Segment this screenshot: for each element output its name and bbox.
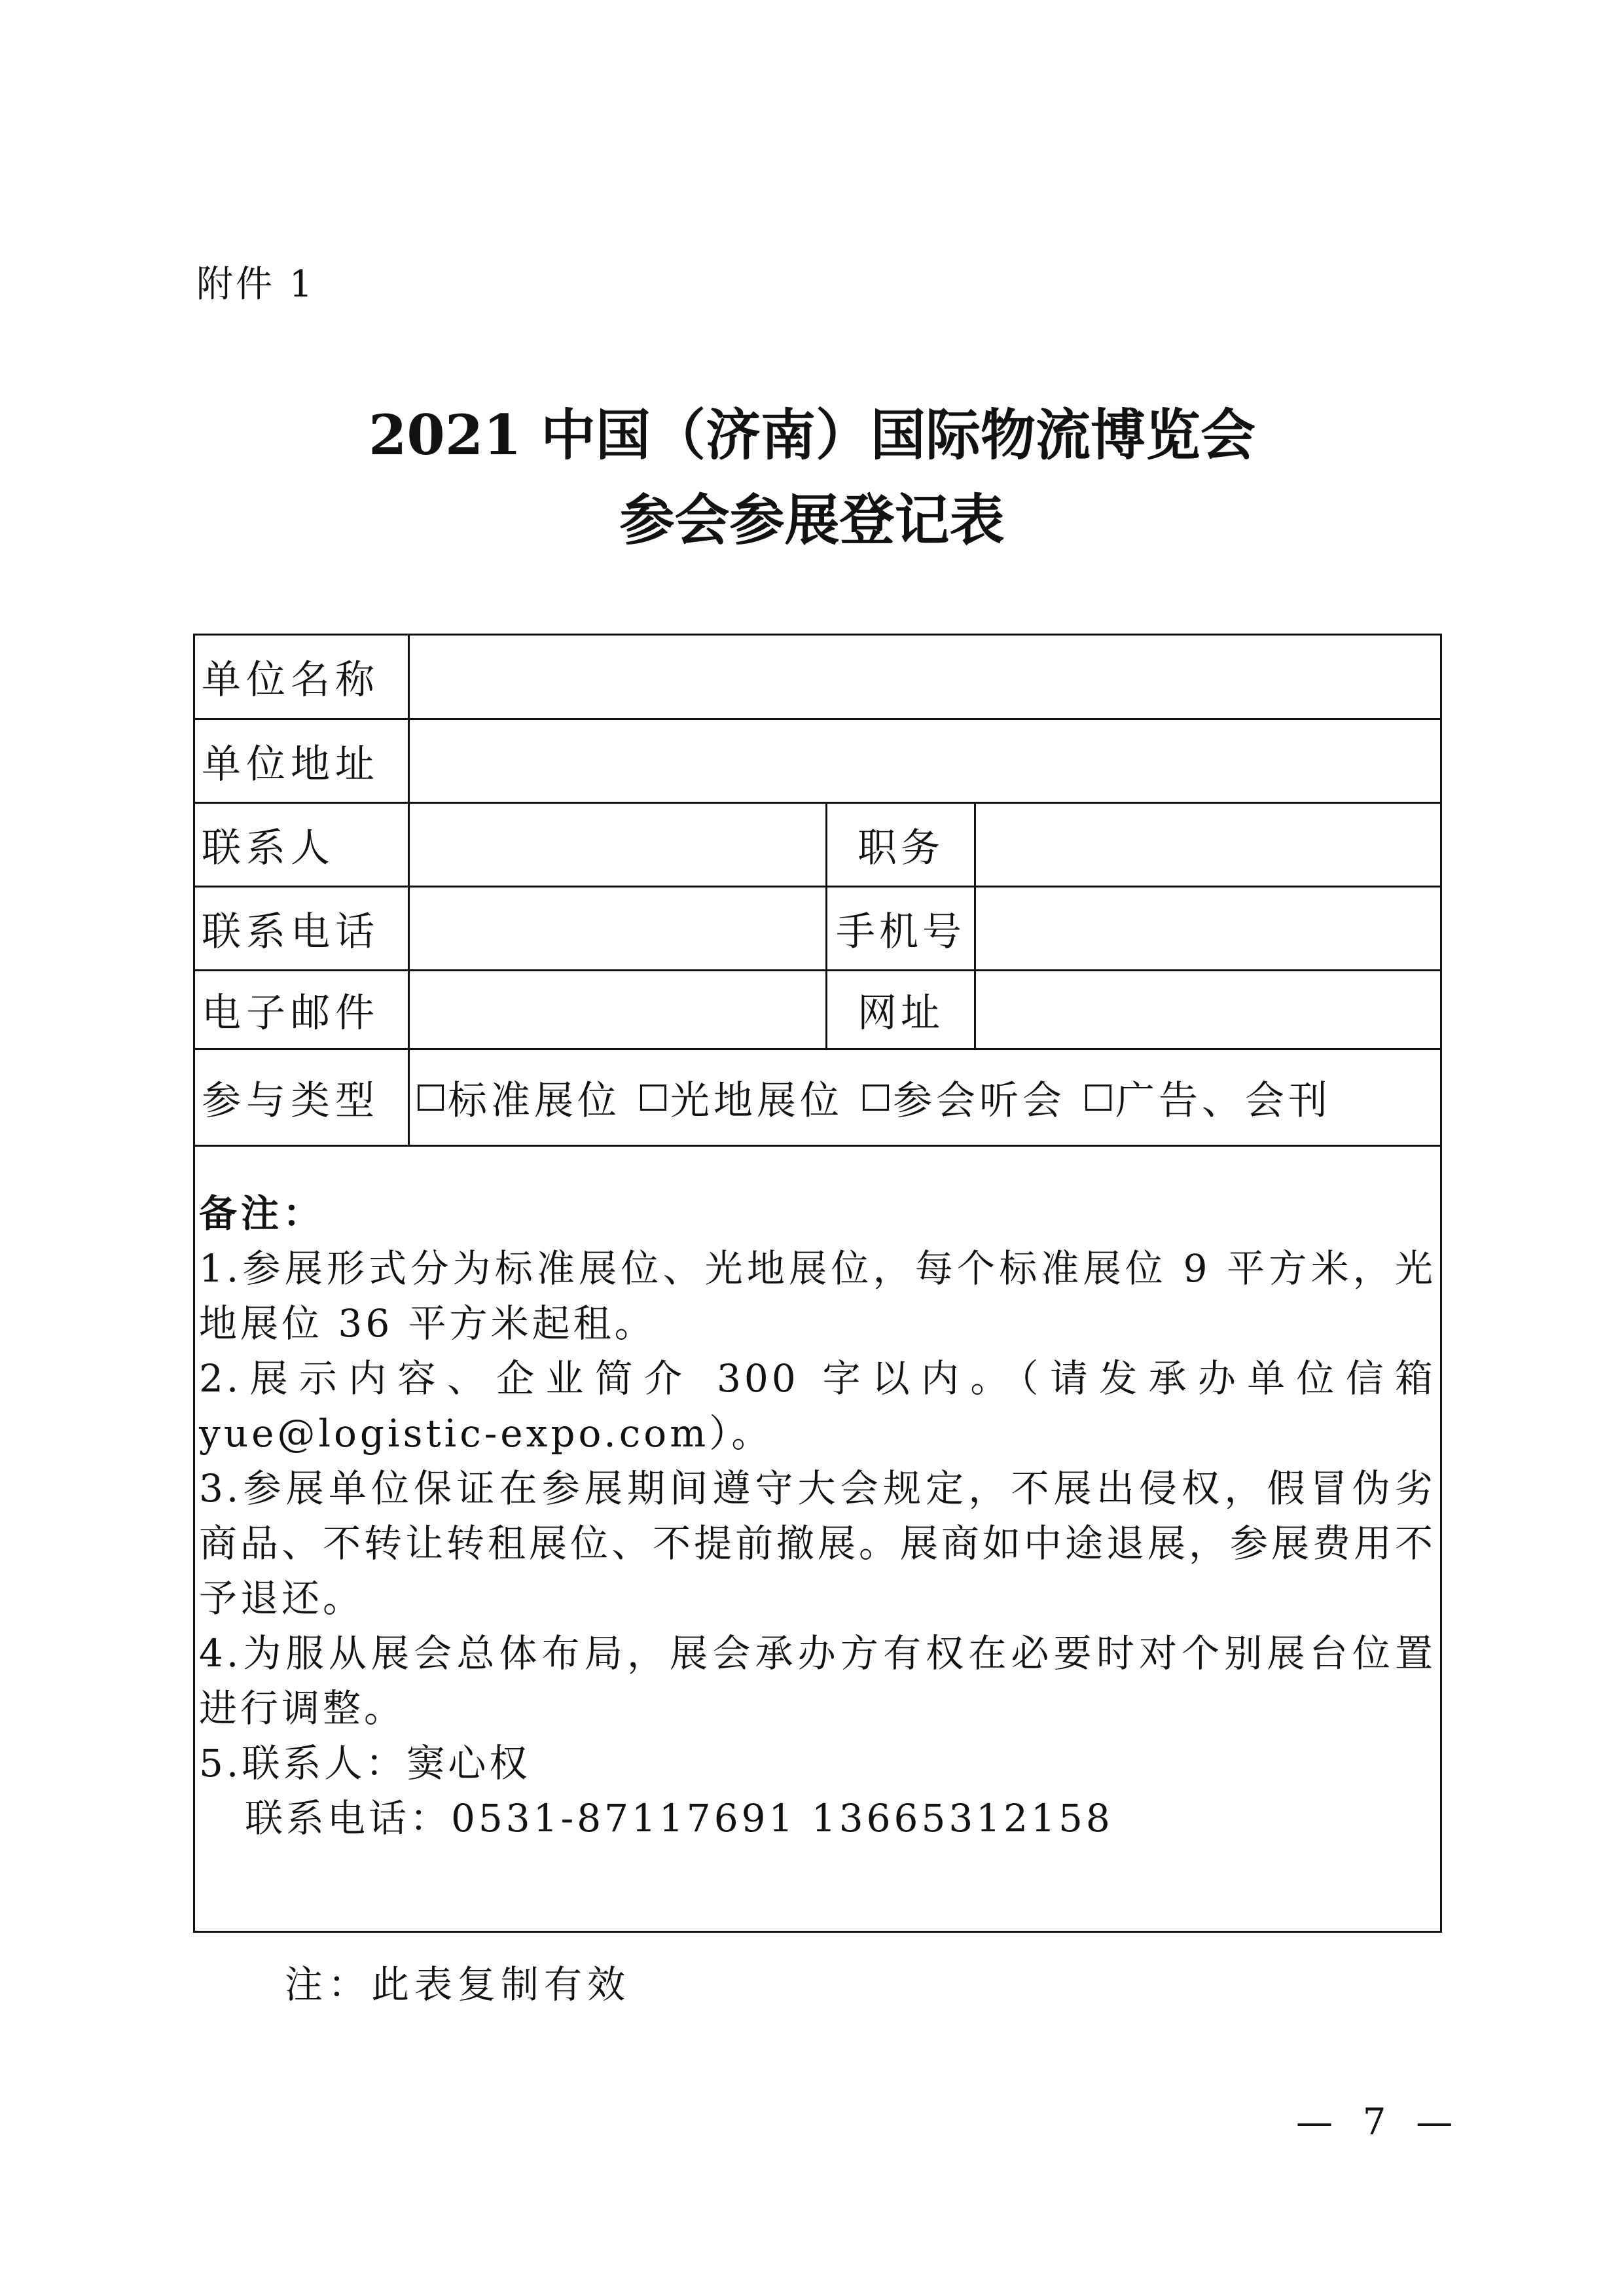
participation-type-label: 参与类型 [195,1050,410,1145]
note-item: 联系电话：0531-87117691 13665312158 [245,1796,1113,1840]
option-ad-publication[interactable]: 广告、会刊 [1085,1069,1331,1126]
note-item: 5.联系人：窦心权 [199,1741,531,1785]
notes-heading: 备注： [199,1191,325,1236]
participation-type-options [410,1050,1440,1145]
unit-name-field[interactable] [410,636,1440,718]
form-title: 2021 中国（济南）国际物流博览会 [368,403,1256,467]
form-subtitle: 参会参展登记表 [619,488,1005,552]
note-item: 4.为服从展会总体布局，展会承办方有权在必要时对个别展台位置进行调整。 [199,1631,1436,1731]
unit-address-field[interactable] [410,720,1440,802]
row-contact [195,804,1440,888]
phone-label: 联系电话 [195,888,410,969]
website-label: 网址 [825,971,976,1048]
position-label: 职务 [825,804,976,886]
position-field[interactable] [976,804,1436,886]
footer-note: 注：此表复制有效 [285,1962,631,2007]
note-item: 2.展示内容、企业简介 300 字以内。（请发承办单位信箱yue@logistic-expo.com）。 [199,1356,1436,1456]
row-unit-address [195,720,1440,804]
note-item: 3.参展单位保证在参展期间遵守大会规定，不展出侵权，假冒伪劣商品、不转让转租展位、不提前撤展。展商如中途退展，参展费用不予退还。 [199,1466,1437,1621]
option-attend-conference[interactable]: 参会听会 [863,1069,1066,1126]
checkbox-icon[interactable] [863,1085,889,1111]
row-email [195,971,1440,1050]
note-item: 1.参展形式分为标准展位、光地展位，每个标准展位 9 平方米，光地展位 36 平方米起租。 [199,1246,1436,1346]
contact-field[interactable] [410,804,825,886]
row-unit-name [195,636,1440,720]
unit-address-label: 单位地址 [195,720,410,802]
row-participation-type [195,1050,1440,1147]
mobile-field[interactable] [976,888,1436,969]
notes-section [195,1147,1440,1931]
mobile-label: 手机号 [825,888,976,969]
phone-field[interactable] [410,888,825,969]
attachment-label: 附件 1 [196,263,316,306]
checkbox-icon[interactable] [1085,1085,1111,1111]
row-phone [195,888,1440,971]
unit-name-label: 单位名称 [195,636,410,718]
checkbox-icon[interactable] [640,1085,666,1111]
checkbox-icon[interactable] [418,1085,444,1111]
page-number: — 7 — [1296,2101,1462,2144]
option-raw-space[interactable]: 光地展位 [640,1069,843,1126]
email-label: 电子邮件 [195,971,410,1048]
option-standard-booth[interactable]: 标准展位 [418,1069,621,1126]
registration-form [193,634,1442,1933]
email-field[interactable] [410,971,825,1048]
contact-label: 联系人 [195,804,410,886]
website-field[interactable] [976,971,1436,1048]
